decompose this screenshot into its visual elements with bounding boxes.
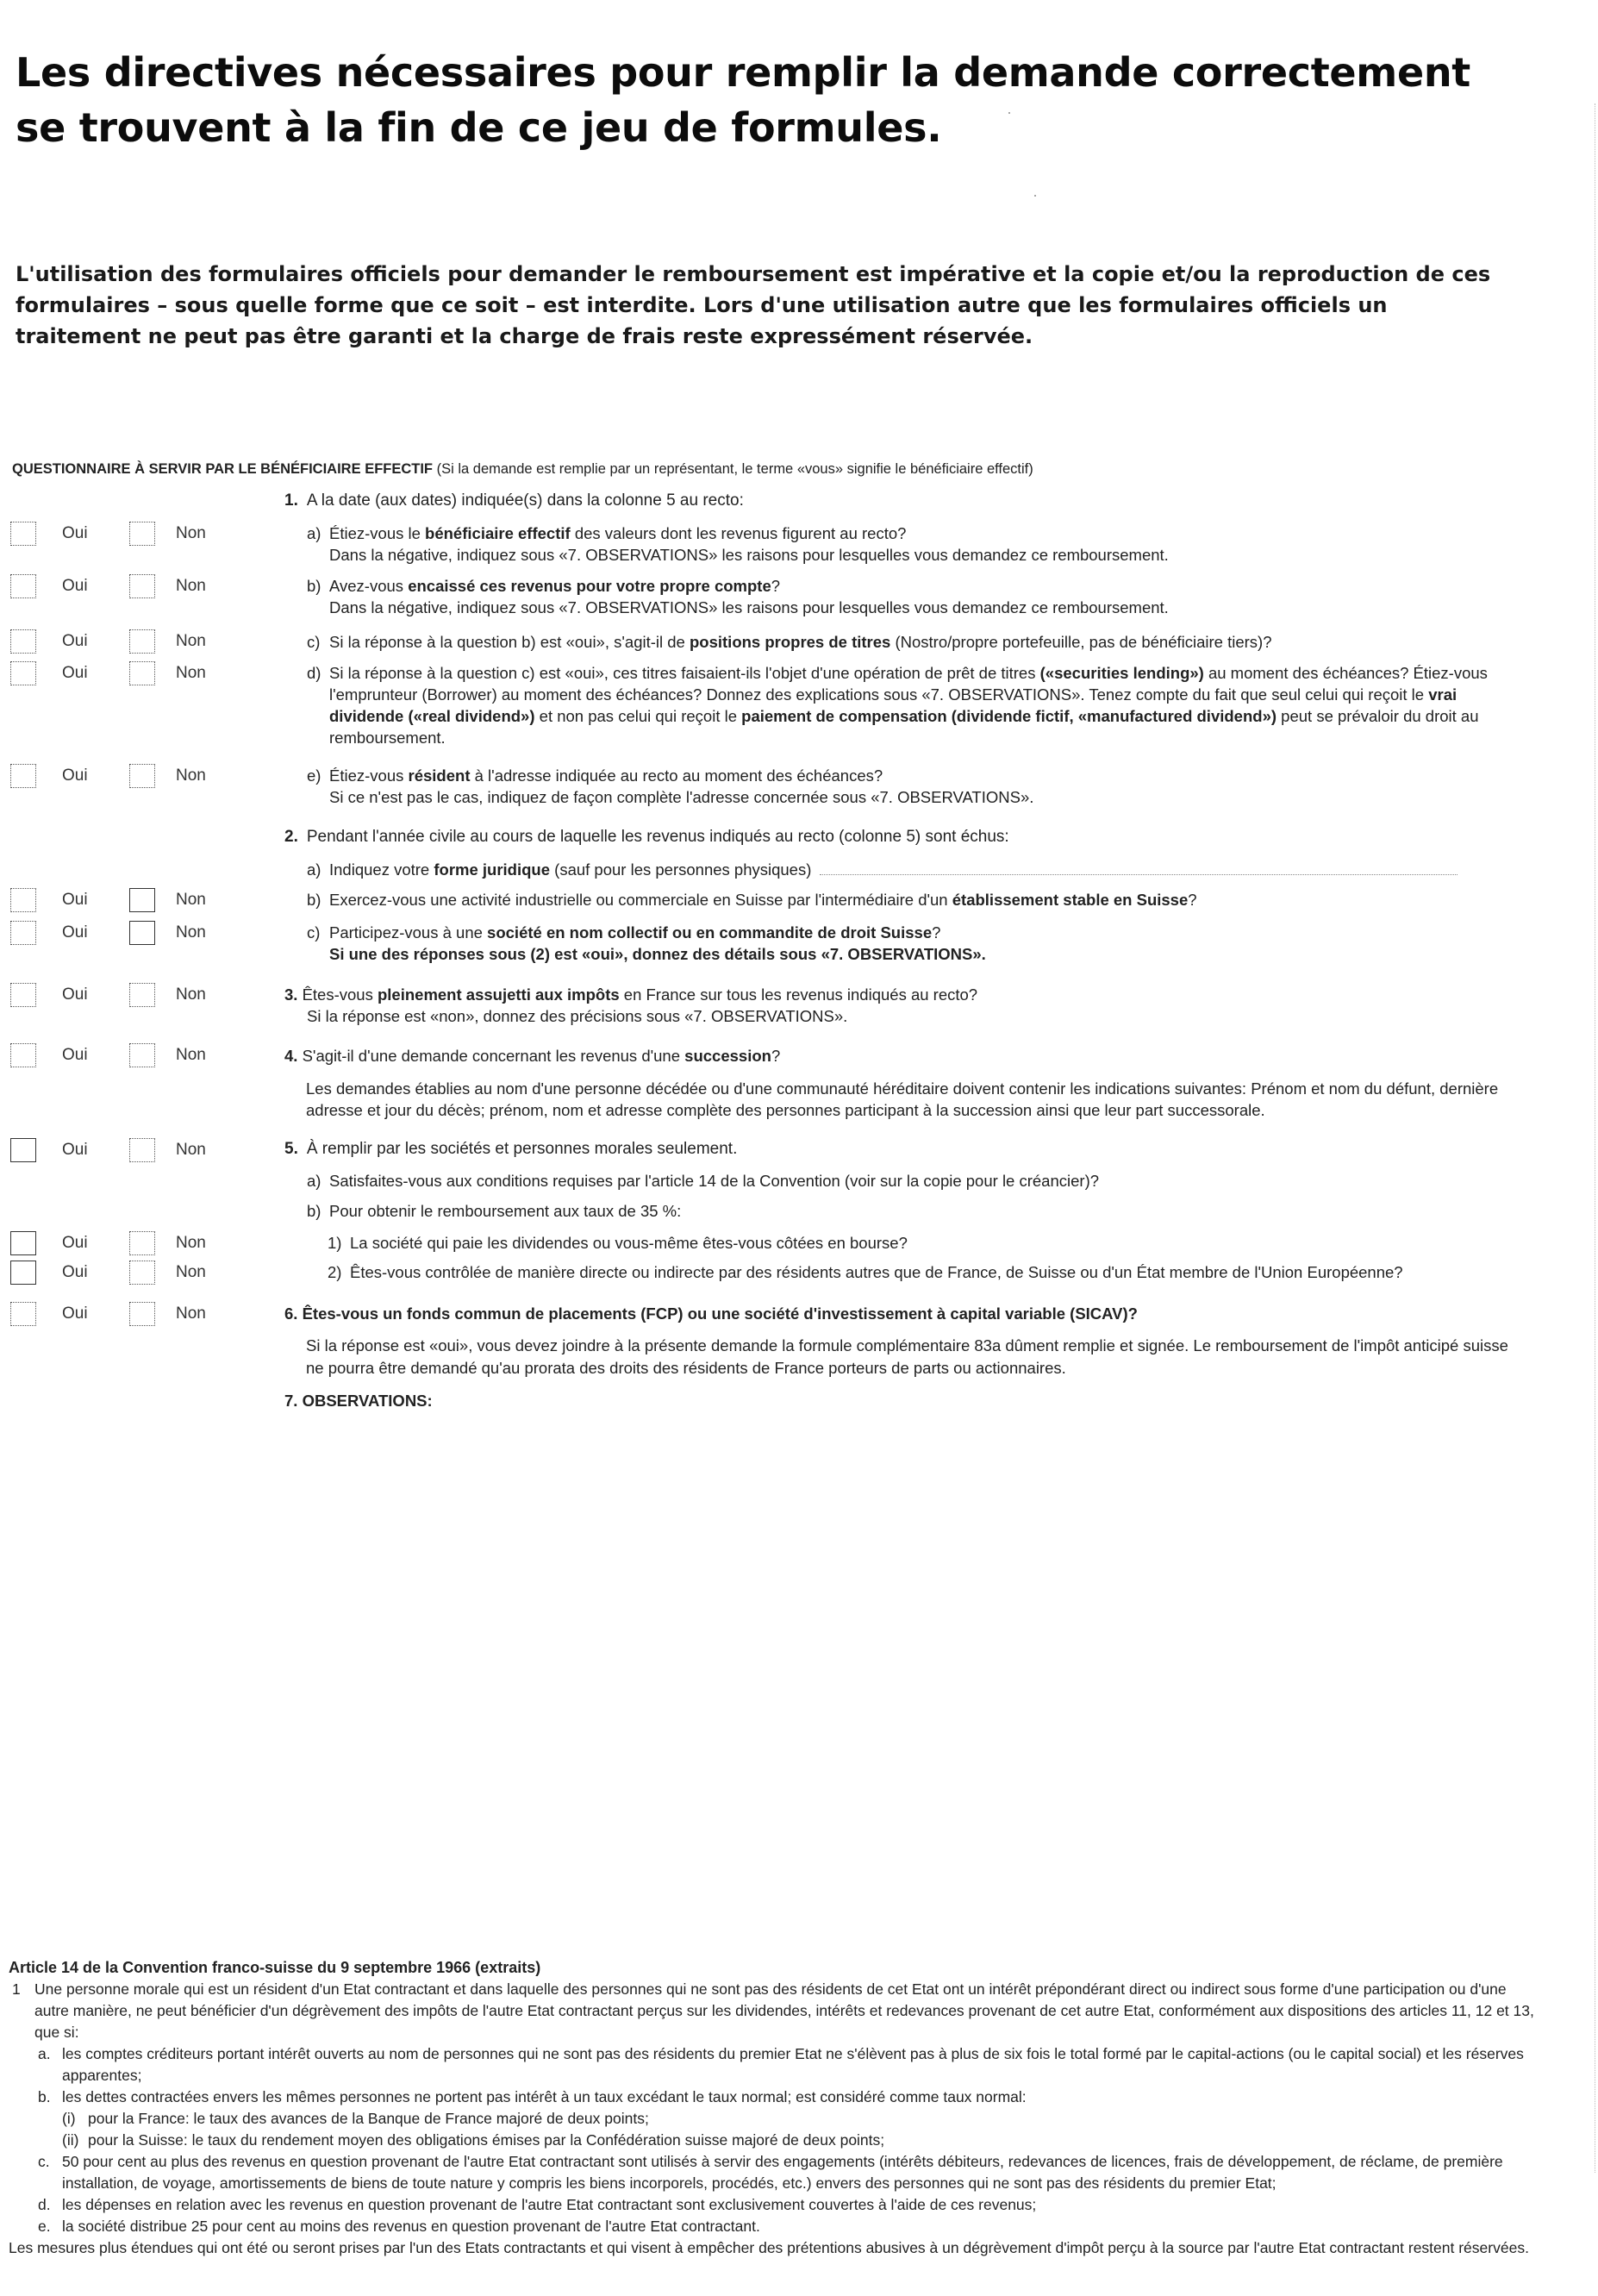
q1d-no-checkbox[interactable]	[129, 661, 155, 685]
q2b-no-checkbox[interactable]	[129, 888, 155, 912]
questionnaire-heading-title: QUESTIONNAIRE À SERVIR PAR LE BÉNÉFICIAIRE EFFECTIF	[12, 461, 434, 477]
q5b2-yes-checkbox[interactable]	[10, 1261, 36, 1285]
q2c-no-checkbox[interactable]	[129, 921, 155, 945]
q5-answer: Oui Non	[10, 1136, 234, 1164]
q5b1-no-checkbox[interactable]	[129, 1231, 155, 1255]
q1e-text: e) Étiez-vous résident à l'adresse indiquée au recto au moment des échéances? Si ce n'est pas le cas, indiquez de façon complète l'adresse concernée sous «7. OBSERVATIONS».	[307, 766, 1034, 806]
article-item-b-ii: (ii) pour la Suisse: le taux du rendement moyen des obligations émises par la Confédération suisse majoré de deux points;	[62, 2131, 885, 2149]
q6-no-checkbox[interactable]	[129, 1302, 155, 1326]
q1d-yes-checkbox[interactable]	[10, 661, 36, 685]
q1b-no-checkbox[interactable]	[129, 574, 155, 598]
q5b1-answer: Oui Non	[10, 1229, 234, 1257]
q4-no-checkbox[interactable]	[129, 1043, 155, 1067]
section-3-text: 3. Êtes-vous pleinement assujetti aux impôts en France sur tous les revenus indiqués au recto? Si la réponse est «non», donnez des précisions sous «7. OBSERVATIONS».	[284, 985, 978, 1025]
q2a-text: a) Indiquez votre forme juridique (sauf pour les personnes physiques)	[307, 859, 1531, 880]
intro-paragraph: L'utilisation des formulaires officiels pour demander le remboursement est impérative et la copie et/ou la reproduction de ces formulaires – sous quelle forme que ce soit – est interdite. Lors d'une utilisation autre que les formulaires officiels un traitement ne peut pas être garanti et la charge de frais reste expressément réservée.	[16, 262, 1491, 348]
title-line-2: se trouvent à la fin de ce jeu de formules.	[16, 104, 942, 151]
article-item-c: c. 50 pour cent au plus des revenus en question provenant de l'autre Etat contractant sont utilisés à servir des engagements (intérêts débiteurs, redevances de licences, frais de développement, de réclame, de première installation, de voyage, amortissements de biens de toute nature y compris les biens incorporels, procédés, etc.) envers des personnes qui ne sont pas des résidents du premier Etat;	[38, 2153, 1503, 2192]
q6-yes-checkbox[interactable]	[10, 1302, 36, 1326]
q5b-text: b) Pour obtenir le remboursement aux taux de 35 %:	[307, 1202, 682, 1220]
q1b-text: b) Avez-vous encaissé ces revenus pour votre propre compte? Dans la négative, indiquez sous «7. OBSERVATIONS» les raisons pour lesquelles vous demandez ce remboursement.	[307, 577, 1169, 616]
q1c-yes-checkbox[interactable]	[10, 629, 36, 654]
q1d-answer: Oui Non	[10, 660, 234, 687]
q5b2-answer: Oui Non	[10, 1259, 234, 1286]
q1c-no-checkbox[interactable]	[129, 629, 155, 654]
q1a-no-checkbox[interactable]	[129, 522, 155, 546]
q5-no-checkbox[interactable]	[129, 1138, 155, 1162]
questionnaire-heading-note: (Si la demande est remplie par un représentant, le terme «vous» signifie le bénéficiaire effectif)	[436, 461, 1033, 477]
section-6-question: 6. Êtes-vous un fonds commun de placements (FCP) ou une société d'investissement à capital variable (SICAV)?	[284, 1304, 1138, 1323]
legal-form-field[interactable]	[820, 862, 1458, 875]
q5-yes-checkbox[interactable]	[10, 1138, 36, 1162]
q3-yes-checkbox[interactable]	[10, 983, 36, 1007]
section-5-intro: 5. À remplir par les sociétés et personnes morales seulement.	[284, 1140, 738, 1158]
q1c-answer: Oui Non	[10, 628, 234, 655]
q1d-text: d) Si la réponse à la question c) est «oui», ces titres faisaient-ils l'objet d'une opération de prêt de titres («securities lending») au moment des échéances? Étiez-vous l'emprunteur (Borrower) au moment des échéances? Donnez des explications sous «7. OBSERVATIONS». Tenez compte du fait que seul celui qui reçoit le vrai dividende («real dividend») et non pas celui qui reçoit le paiement de compensation (dividende fictif, «manufactured dividend») peut se prévaloir du droit au remboursement.	[307, 664, 1488, 747]
section-6-paragraph: Si la réponse est «oui», vous devez joindre à la présente demande la formule complémentaire 83a dûment remplie et signée. Le remboursement de l'impôt anticipé suisse ne pourra être demandé qu'au prorata des droits des résidents de France porteurs de parts ou actionnaires.	[306, 1336, 1508, 1377]
section-1-intro: 1. A la date (aux dates) indiquée(s) dans la colonne 5 au recto:	[284, 491, 744, 510]
article-item-b-i: (i) pour la France: le taux des avances de la Banque de France majoré de deux points;	[62, 2110, 649, 2127]
q4-answer: Oui Non	[10, 1042, 234, 1069]
q1e-answer: Oui Non	[10, 762, 234, 790]
article-closing: Les mesures plus étendues qui ont été ou seront prises par l'un des Etats contractants et qui visent à empêcher des prétentions abusives à un dégrèvement d'impôt perçu à la source par l'autre Etat contractant restent réservées.	[9, 2239, 1529, 2256]
q1a-answer: Oui Non	[10, 520, 234, 547]
scan-speck	[1034, 195, 1036, 197]
observations-label: 7. OBSERVATIONS:	[284, 1392, 433, 1410]
article-item-a: a. les comptes créditeurs portant intérêt ouverts au nom de personnes qui ne sont pas des résidents du premier Etat ne s'élèvent pas à plus de six fois le total formé par le capital-actions (ou le capital social) et les réserves apparentes;	[38, 2045, 1524, 2084]
article-heading: Article 14 de la Convention franco-suisse du 9 septembre 1966 (extraits)	[9, 1959, 541, 1976]
q5b1-text: 1) La société qui paie les dividendes ou vous-même êtes-vous côtées en bourse?	[328, 1234, 908, 1252]
section-2-intro: 2. Pendant l'année civile au cours de laquelle les revenus indiqués au recto (colonne 5) sont échus:	[284, 828, 1009, 846]
q3-no-checkbox[interactable]	[129, 983, 155, 1007]
q2b-yes-checkbox[interactable]	[10, 888, 36, 912]
q6-answer: Oui Non	[10, 1300, 234, 1328]
title-line-1: Les directives nécessaires pour remplir la demande correctement	[16, 49, 1470, 96]
q2c-answer: Oui Non	[10, 919, 234, 947]
page-title	[16, 45, 1567, 155]
q2c-text: c) Participez-vous à une société en nom collectif ou en commandite de droit Suisse? Si une des réponses sous (2) est «oui», donnez des détails sous «7. OBSERVATIONS».	[307, 923, 986, 963]
article-item-b: b. les dettes contractées envers les mêmes personnes ne portent pas intérêt à un taux excédant le taux normal; est considéré comme taux normal:	[38, 2088, 1027, 2105]
article-item-d: d. les dépenses en relation avec les revenus en question provenant de l'autre Etat contractant sont exclusivement couvertes à l'aide de ces revenus;	[38, 2196, 1037, 2213]
q1c-text: c) Si la réponse à la question b) est «oui», s'agit-il de positions propres de titres (Nostro/propre portefeuille, pas de bénéficiaire tiers)?	[307, 633, 1272, 651]
article-14-extract	[9, 1957, 1534, 2259]
q4-yes-checkbox[interactable]	[10, 1043, 36, 1067]
q2b-text: b) Exercez-vous une activité industrielle ou commerciale en Suisse par l'intermédiaire d'un établissement stable en Suisse?	[307, 891, 1197, 909]
q2b-answer: Oui Non	[10, 886, 234, 914]
observations-field[interactable]	[284, 1421, 1526, 1904]
q1b-answer: Oui Non	[10, 572, 234, 600]
q5a-text: a) Satisfaites-vous aux conditions requises par l'article 14 de la Convention (voir sur la copie pour le créancier)?	[307, 1172, 1100, 1190]
q5b2-text: 2) Êtes-vous contrôlée de manière directe ou indirecte par des résidents autres que de France, de Suisse ou d'un État membre de l'Union Européenne?	[328, 1263, 1403, 1281]
q2c-yes-checkbox[interactable]	[10, 921, 36, 945]
scan-speck	[1008, 112, 1010, 114]
article-paragraph-1: 1 Une personne morale qui est un résident d'un Etat contractant et dans laquelle des personnes qui ne sont pas des résidents de cet Etat ont un intérêt prépondérant direct ou indirect sous forme d'une participation ou d'une autre manière, ne peut bénéficier d'un dégrèvement des impôts de l'autre Etat contractant perçus sur les dividendes, intérêts et redevances provenant de cet autre Etat, conformément aux dispositions des articles 11, 12 et 13, que si:	[12, 1980, 1534, 2041]
q1a-yes-checkbox[interactable]	[10, 522, 36, 546]
q5b2-no-checkbox[interactable]	[129, 1261, 155, 1285]
questionnaire-heading	[12, 460, 1589, 479]
section-4-paragraph: Les demandes établies au nom d'une personne décédée ou d'une communauté héréditaire doivent contenir les indications suivantes: Prénom et nom du défunt, dernière adresse et jour du décès; prénom, nom et adresse complète des personnes participant à la succession ainsi que leur part successorale.	[306, 1079, 1499, 1119]
q1a-text: a) Étiez-vous le bénéficiaire effectif des valeurs dont les revenus figurent au recto? Dans la négative, indiquez sous «7. OBSERVATIONS» les raisons pour lesquelles vous demandez ce remboursement.	[307, 524, 1169, 564]
article-item-e: e. la société distribue 25 pour cent au moins des revenus en question provenant de l'autre Etat contractant.	[38, 2218, 760, 2235]
q1e-yes-checkbox[interactable]	[10, 764, 36, 788]
q3-answer: Oui Non	[10, 981, 234, 1009]
q1b-yes-checkbox[interactable]	[10, 574, 36, 598]
scan-edge	[1594, 103, 1595, 2173]
section-4-text: 4. S'agit-il d'une demande concernant les revenus d'une succession?	[284, 1047, 781, 1065]
q1e-no-checkbox[interactable]	[129, 764, 155, 788]
q5b1-yes-checkbox[interactable]	[10, 1231, 36, 1255]
